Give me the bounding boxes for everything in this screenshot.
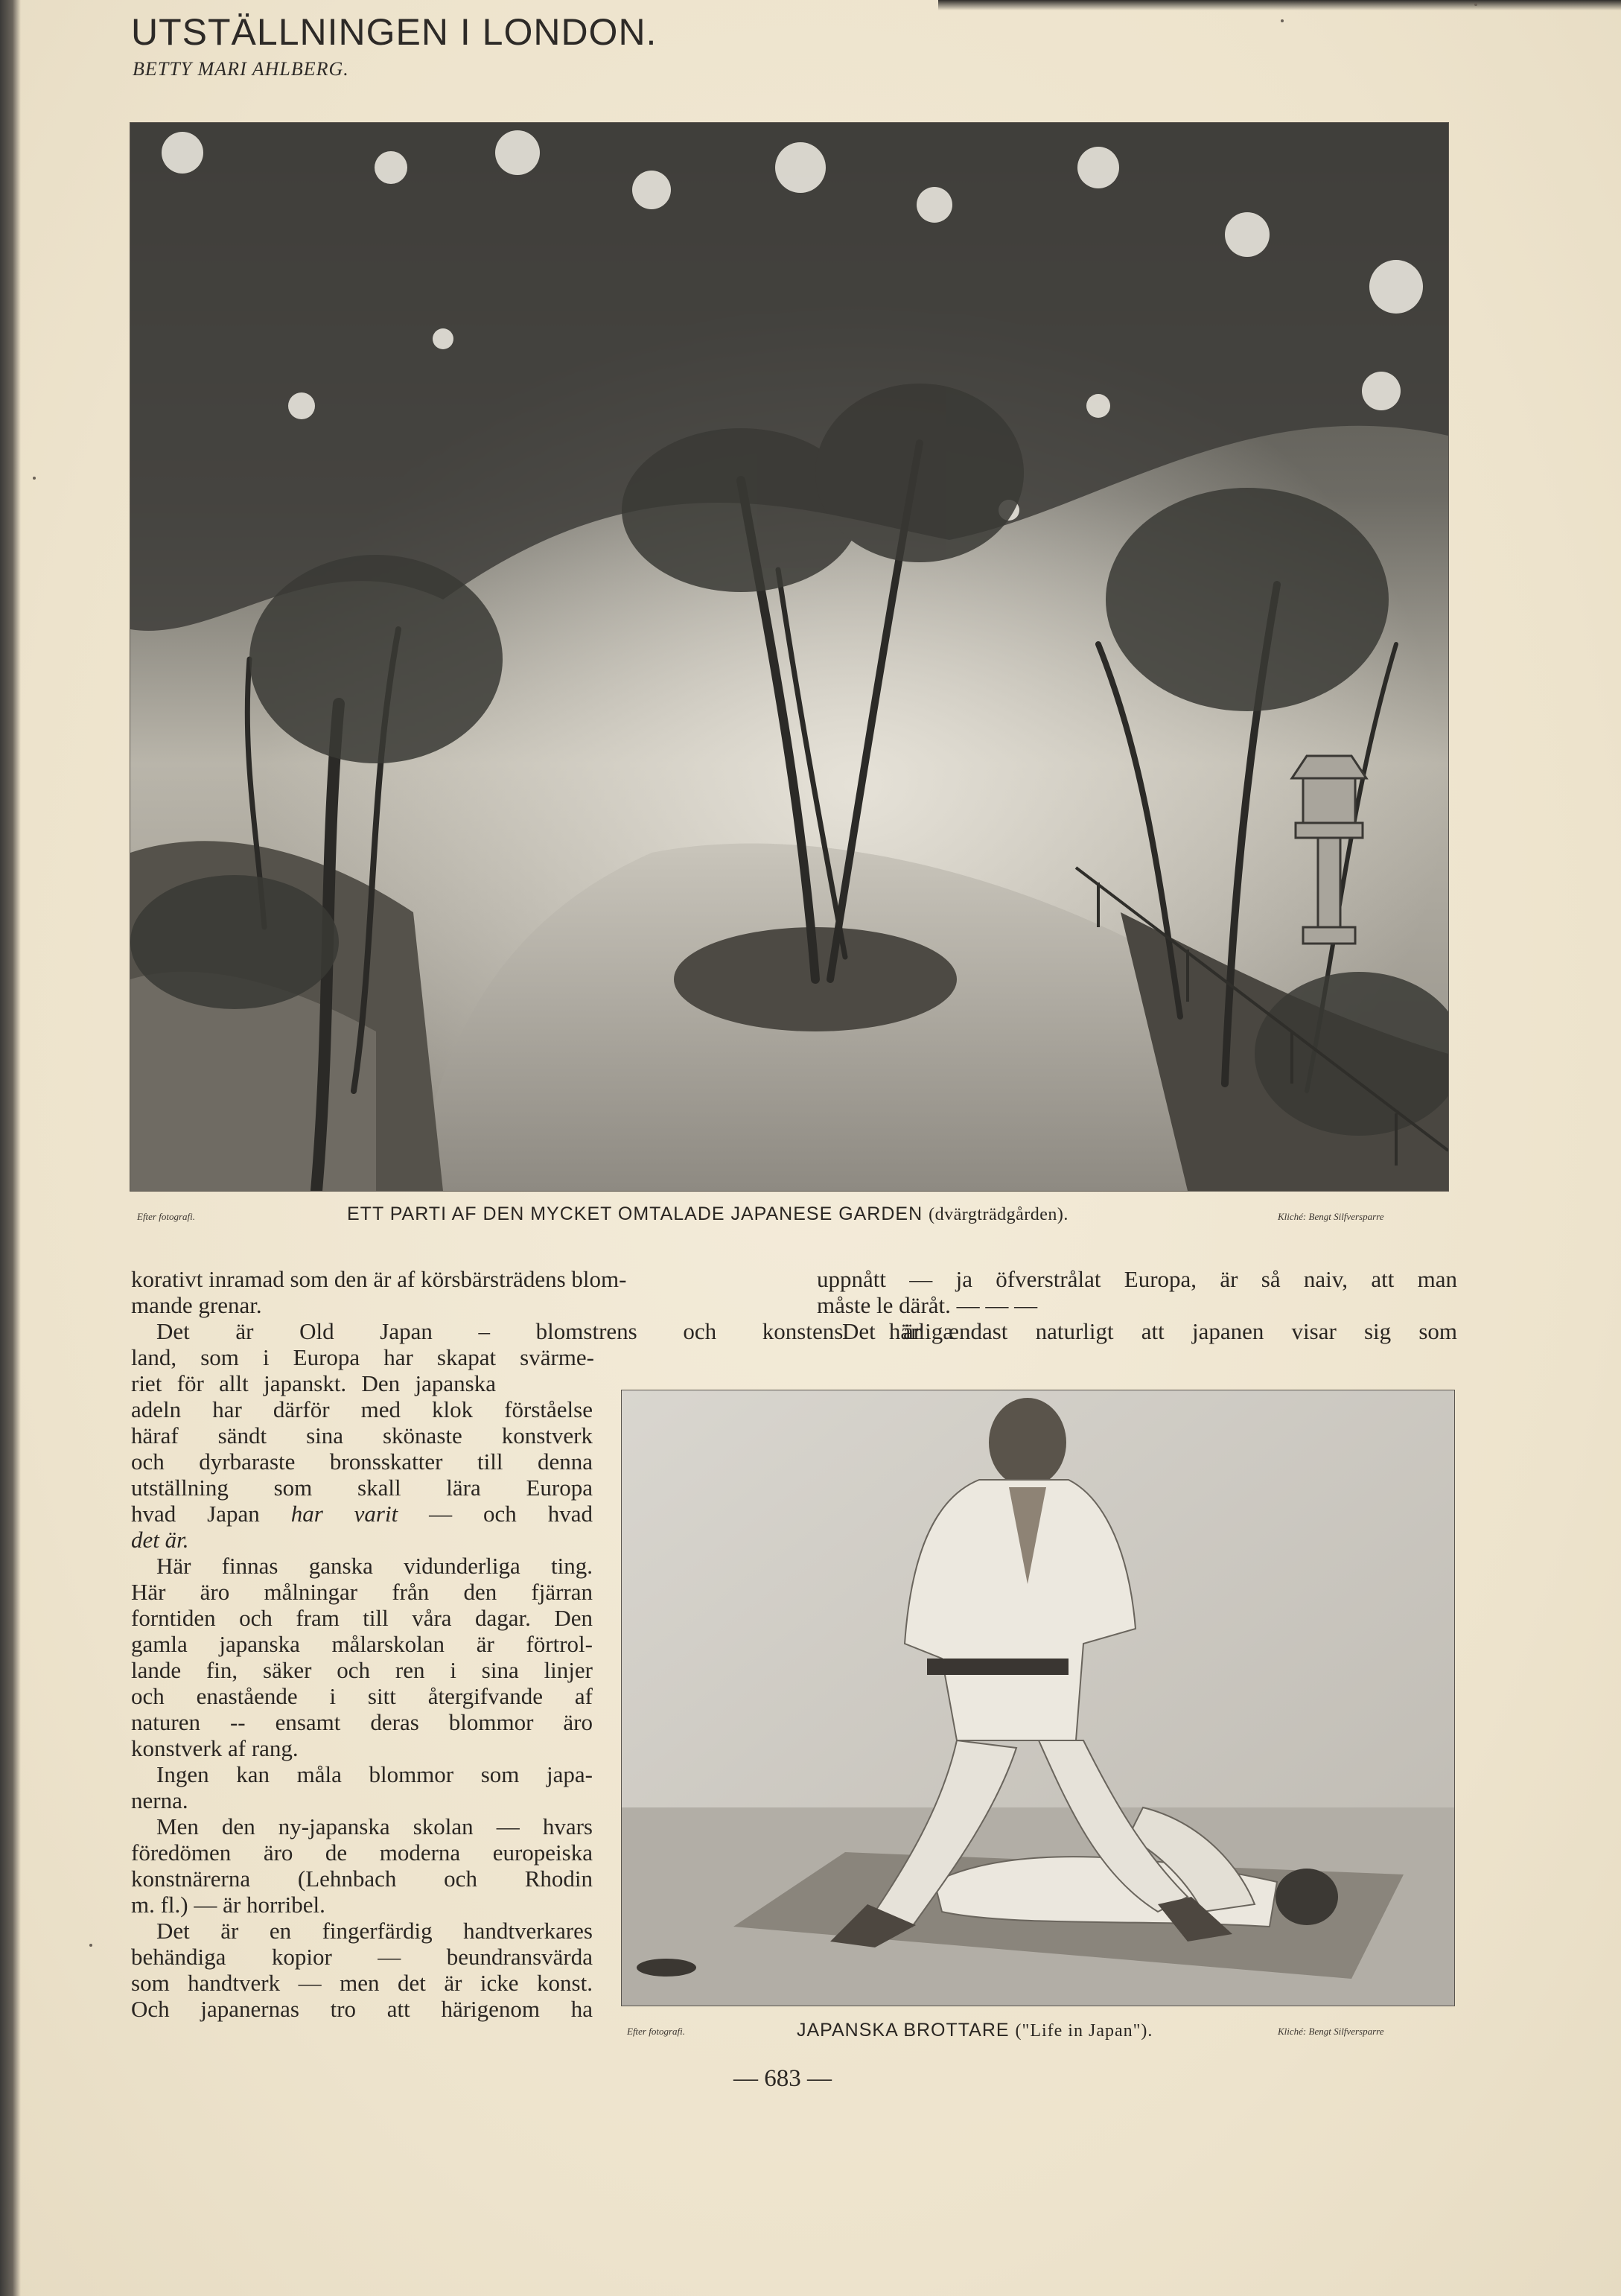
text-line: Och japanernas tro att härigenom ha	[131, 1996, 593, 2022]
text-line: lande fin, säker och ren i sina linjer	[131, 1657, 593, 1683]
text-line: konstverk af rang.	[131, 1735, 299, 1761]
scan-speck	[1281, 19, 1284, 22]
photo-credit-1: Efter fotografi.	[137, 1211, 195, 1222]
scan-speck	[1474, 3, 1477, 6]
text-line: häraf sändt sina skönaste konstverk	[131, 1422, 593, 1448]
garden-caption	[347, 1203, 1069, 1225]
text-line: gamla japanska målarskolan är förtrol-	[131, 1631, 593, 1657]
article-title: UTSTÄLLNINGEN I LONDON.	[131, 11, 657, 53]
text-line: korativt inramad som den är af körsbärsträdens blom-	[131, 1266, 627, 1292]
scan-edge-top	[938, 0, 1621, 10]
text-line: Det är endast naturligt att japanen visar sig som	[842, 1318, 1457, 1344]
wrestlers-caption-main: JAPANSKA BROTTARE	[797, 2020, 1010, 2041]
text-line: Det är Old Japan – blomstrens och konstens härliga	[156, 1318, 953, 1344]
text-line: Ingen kan måla blommor som japa-	[156, 1761, 593, 1787]
text-line: mande grenar.	[131, 1292, 262, 1318]
right-column	[817, 1266, 1457, 1344]
text-line: Det är en fingerfärdig handtverkares	[156, 1918, 593, 1944]
photo-credit-2: Efter fotografi.	[627, 2026, 685, 2037]
text-line: adeln har därför med klok förståelse	[131, 1396, 593, 1422]
text-line: konstnärerna (Lehnbach och Rhodin	[131, 1866, 593, 1892]
article-author: BETTY MARI AHLBERG.	[133, 58, 349, 80]
japanese-wrestlers-photo	[621, 1390, 1455, 2006]
scan-edge-left	[0, 0, 21, 2296]
text-line: behändiga kopior — beundransvärda	[131, 1944, 593, 1970]
text-line: nerna.	[131, 1787, 188, 1813]
scan-speck	[89, 1944, 92, 1947]
wrestlers-caption	[797, 2020, 1153, 2041]
page-number: — 683 —	[733, 2065, 832, 2092]
text-line: utställning som skall lära Europa	[131, 1475, 593, 1501]
cliche-credit-1: Kliché: Bengt Silfversparre	[1278, 1211, 1384, 1222]
text-line: m. fl.) — är horribel.	[131, 1892, 325, 1918]
text-line: uppnått — ja öfverstrålat Europa, är så naiv, att man	[817, 1266, 1457, 1292]
japanese-garden-photo	[130, 122, 1449, 1192]
garden-caption-main: ETT PARTI AF DEN MYCKET OMTALADE JAPANESE GARDEN	[347, 1203, 923, 1224]
text-line: och dyrbaraste bronsskatter till denna	[131, 1448, 593, 1475]
text-line: naturen -- ensamt deras blommor äro	[131, 1709, 593, 1735]
text-line: Här äro målningar från den fjärran	[131, 1579, 593, 1605]
text-line: Här finnas ganska vidunderliga ting.	[156, 1553, 593, 1579]
text-line: och enastående i sitt återgifvande af	[131, 1683, 593, 1709]
text-line: land, som i Europa har skapat svärme-	[131, 1344, 594, 1370]
garden-caption-paren: (dvärgträdgården).	[929, 1205, 1069, 1224]
scan-speck	[33, 477, 36, 480]
cliche-credit-2: Kliché: Bengt Silfversparre	[1278, 2026, 1384, 2037]
text-line: som handtverk — men det är icke konst.	[131, 1970, 593, 1996]
text-line: hvad Japan har varit — och hvad	[131, 1501, 593, 1527]
text-line: måste le däråt. — — —	[817, 1292, 1038, 1318]
text-line: forntiden och fram till våra dagar. Den	[131, 1605, 593, 1631]
text-line: Men den ny-japanska skolan — hvars	[156, 1813, 593, 1839]
text-line: det är.	[131, 1527, 189, 1553]
wrestlers-caption-paren: ("Life in Japan").	[1015, 2021, 1153, 2041]
text-line: riet för allt japanskt. Den japanska	[131, 1370, 496, 1396]
text-line: föredömen äro de moderna europeiska	[131, 1839, 593, 1866]
